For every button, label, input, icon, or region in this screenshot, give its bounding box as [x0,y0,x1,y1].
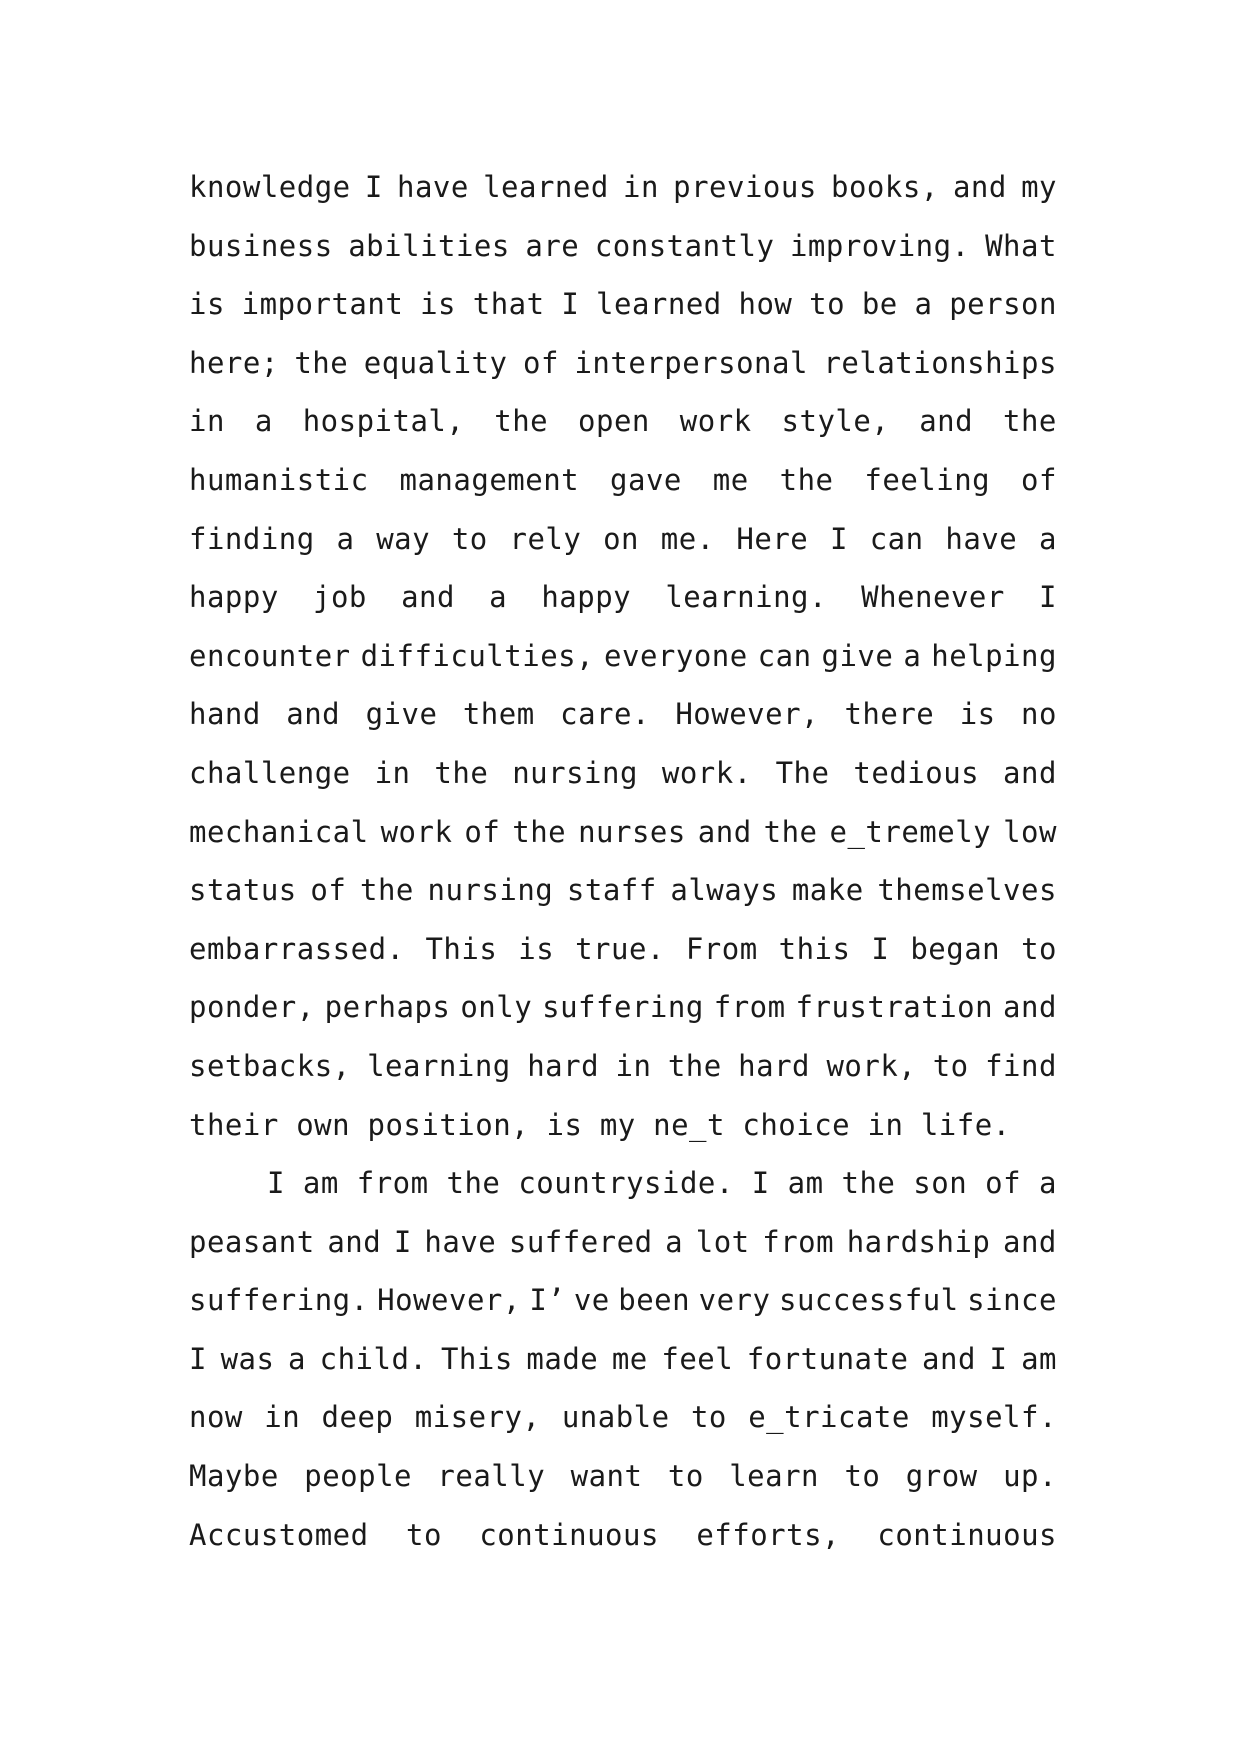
word: me [712,462,749,497]
word: I [561,287,580,322]
word: way [376,521,431,556]
word: of [1021,462,1057,497]
word: constantly [594,228,775,263]
word: hospital, [302,404,465,439]
word: suffered [508,1224,653,1259]
word: made [526,1341,599,1376]
word: in [374,755,411,790]
word: abilities [348,228,510,263]
word: hardship [846,1224,991,1259]
text-line [189,1213,1057,1272]
word: since [967,1283,1057,1318]
word: ne_t [653,1107,725,1142]
word: and [919,404,974,439]
word: here; [189,345,279,380]
word: to [406,1517,442,1552]
word: I [189,1341,207,1376]
word: staff [566,873,657,908]
word: and [286,697,341,732]
word: Whenever [861,580,1005,615]
word: is [959,697,996,732]
word: of [310,873,347,908]
word: misery, [414,1400,541,1435]
word: this [778,931,851,966]
word: from [762,1224,835,1259]
text-line [189,1506,1057,1565]
word: the [360,873,414,908]
text-line [189,1037,1057,1096]
word: work, [826,1048,917,1083]
word: son [913,1166,968,1201]
text-line [189,920,1057,979]
word: be [861,287,898,322]
word: learned [483,170,609,204]
word: on [603,521,640,556]
word: a [914,287,933,322]
word: a [489,580,508,615]
word: in [615,1048,652,1083]
text-line [189,1096,1057,1155]
word: happy [541,580,632,615]
word: and [401,580,455,615]
word: is [518,931,555,966]
word: there [844,697,935,732]
word: From [685,931,758,966]
word: a [903,638,922,673]
word: difficulties, [360,638,595,673]
word: hard [738,1048,811,1083]
word: to [690,1400,727,1435]
word: everyone [604,638,748,673]
word: status [189,873,297,908]
word: I [871,931,890,966]
word: and [1003,755,1057,790]
word: a [288,1341,307,1376]
word: to [1021,931,1057,966]
word: successful [779,1283,959,1318]
word: previous [673,170,817,204]
word: countryside. [518,1166,734,1201]
word: deep [321,1400,394,1435]
word: give [365,697,438,732]
word: my [1021,170,1057,204]
word: and [327,1224,382,1259]
word: the [494,404,549,439]
word: child. [319,1341,428,1376]
word: am [302,1166,339,1201]
text-line [189,217,1057,276]
text-line [189,1330,1057,1389]
word: in [189,404,225,439]
word: and [697,814,752,849]
word: lot [695,1224,750,1259]
word: embarrassed. [189,931,405,966]
word: business [189,228,333,263]
word: mechanical [189,814,369,849]
word: perhaps [324,990,451,1025]
word: learn [729,1459,820,1494]
word: This [425,931,498,966]
word: a [665,1224,684,1259]
word: encounter [189,638,351,673]
word: setbacks, [189,1048,351,1083]
word: tedious [853,755,980,790]
word: happy [189,580,279,615]
word: a [254,404,273,439]
word: me [611,1341,648,1376]
word: Here [736,521,809,556]
word: humanistic [189,462,369,497]
word: management [399,462,580,497]
word: suffering [542,990,704,1025]
word: helping [931,638,1057,673]
word: and [1003,990,1057,1025]
word: am [1021,1341,1057,1376]
word: I’ [529,1283,566,1318]
word: choice [742,1107,851,1142]
word: my [599,1107,636,1142]
word: important [241,287,404,322]
word: learning. [665,580,827,615]
word: began [910,931,1001,966]
word: equality [363,345,508,380]
word: e_tricate [748,1400,910,1435]
word: feel [661,1341,734,1376]
word: only [460,990,533,1025]
word: interpersonal [574,345,808,380]
word: open [578,404,650,439]
word: nurses [578,814,686,849]
word: ve [573,1283,610,1318]
word: have [945,521,1018,556]
text-line [189,861,1057,920]
word: themselves [877,873,1057,908]
word: to [844,1459,881,1494]
word: fortunate [746,1341,909,1376]
word: learning [367,1048,511,1083]
word: and [1002,1224,1057,1259]
text-line [189,803,1057,862]
word: in [867,1107,904,1142]
word: I [364,170,383,204]
text-line [189,275,1057,334]
word: can [757,638,812,673]
word: in [264,1400,301,1435]
word: person [949,287,1057,322]
word: unable [561,1400,670,1435]
word: now [189,1400,243,1435]
word: the [294,345,349,380]
word: true. [575,931,665,966]
word: frustration [795,990,994,1025]
word: how [738,287,793,322]
word: of [464,814,501,849]
word: learned [596,287,722,322]
word: people [304,1459,412,1494]
text-line [189,510,1057,569]
word: them [462,697,535,732]
word: ponder, [189,990,315,1025]
word: to [451,521,488,556]
text-line [189,334,1057,393]
word: I [393,1224,412,1259]
word: rely [509,521,582,556]
word: can [869,521,924,556]
text-line [189,978,1057,1037]
word: the [434,755,489,790]
word: grow [905,1459,978,1494]
word: I [751,1166,770,1201]
word: What [985,228,1057,263]
word: challenge [189,755,351,790]
word: always [670,873,779,908]
word: give [821,638,894,673]
word: the [512,814,567,849]
word: myself. [931,1400,1057,1435]
text-line [189,568,1057,627]
word: nursing [427,873,554,908]
word: very [698,1283,771,1318]
word: life. [920,1107,1011,1142]
text-line [189,158,1057,217]
word: books, [831,170,939,204]
word: to [932,1048,969,1083]
word: work. [661,755,752,790]
word: continuous [877,1517,1057,1552]
word: was [220,1341,275,1376]
word: However, [377,1283,521,1318]
word: from [713,990,786,1025]
word: are [525,228,580,263]
word: a [1038,521,1057,556]
word: nursing [512,755,638,790]
word: want [570,1459,643,1494]
word: finding [189,521,315,556]
word: position, [367,1107,530,1142]
word: a [1038,1166,1057,1201]
word: of [522,345,559,380]
word: I [989,1341,1008,1376]
word: in [622,170,659,204]
word: the [763,814,818,849]
word: that [472,287,545,322]
word: and [952,170,1007,204]
word: work [380,814,453,849]
word: work [679,404,752,439]
word: hand [189,697,261,732]
word: e_tremely [829,814,992,849]
word: their [189,1107,279,1142]
word: a [336,521,355,556]
word: hard [527,1048,600,1083]
word: and [922,1341,976,1376]
word: I [1039,580,1057,615]
word: me. [660,521,715,556]
word: knowledge [189,170,351,204]
text-line [189,392,1057,451]
word: The [775,755,830,790]
text-line [189,1271,1057,1330]
word: low [1003,814,1057,849]
word: to [667,1459,704,1494]
word: own [296,1107,351,1142]
word: This [440,1341,513,1376]
word: I [267,1166,285,1201]
word: have [397,170,469,204]
word: been [618,1283,691,1318]
word: job [313,580,367,615]
word: However, [675,697,820,732]
word: suffering. [189,1283,369,1318]
word: make [791,873,864,908]
word: feeling [864,462,991,497]
word: no [1021,697,1057,732]
word: I [830,521,848,556]
text-line [189,685,1057,744]
word: is [546,1107,583,1142]
word: relationships [823,345,1057,380]
word: style, [781,404,890,439]
word: to [809,287,846,322]
word: of [985,1166,1022,1201]
word: is [420,287,456,322]
text-line [189,451,1057,510]
word: find [985,1048,1057,1083]
word: the [667,1048,722,1083]
word: the [446,1166,501,1201]
word: the [1003,404,1057,439]
word: improving. [789,228,970,263]
text-line [189,744,1057,803]
word: Accustomed [189,1517,369,1552]
word: the [779,462,834,497]
word: up. [1003,1459,1057,1494]
word: really [437,1459,546,1494]
text-line [189,1447,1057,1506]
word: peasant [189,1224,315,1259]
word: the [841,1166,896,1201]
word: care. [560,697,650,732]
word: Maybe [189,1459,279,1494]
word: efforts, [696,1517,840,1552]
text-line [189,627,1057,686]
body-text [189,158,1057,1564]
word: is [189,287,225,322]
word: continuous [479,1517,659,1552]
word: from [356,1166,429,1201]
word: have [424,1224,497,1259]
text-line [189,1154,1057,1213]
word: gave [610,462,682,497]
word: am [787,1166,824,1201]
text-line [189,1388,1057,1447]
